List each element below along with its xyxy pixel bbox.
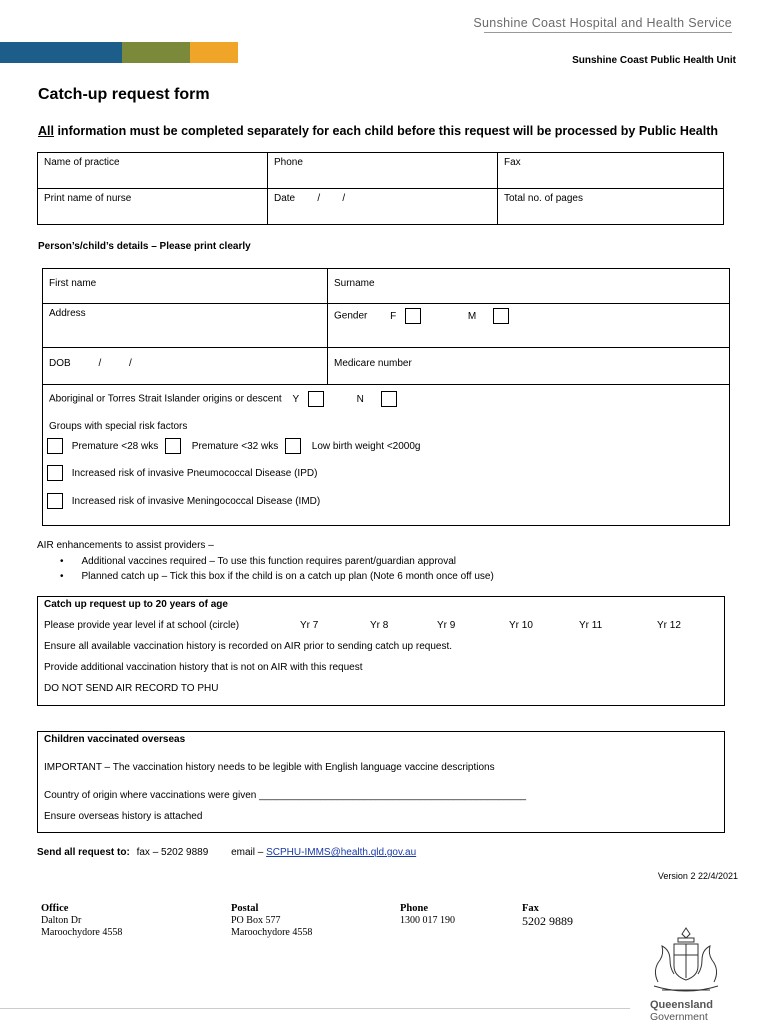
overseas-heading: Children vaccinated overseas: [44, 734, 186, 745]
send-fax: fax – 5202 9889: [136, 847, 209, 858]
low-birth-weight-checkbox[interactable]: [285, 438, 301, 454]
address-label: Address: [49, 308, 86, 319]
service-name: Sunshine Coast Hospital and Health Service: [473, 16, 732, 30]
gender-label: Gender: [334, 310, 368, 322]
footer-fax: [522, 903, 573, 929]
nurse-name-field[interactable]: [38, 189, 268, 225]
office-heading: Office: [41, 903, 69, 914]
air-bullet-2-text: Planned catch up – Tick this box if the child is on a catch up plan (Note 6 month once off use): [81, 571, 494, 582]
logo-text-government: Government: [650, 1011, 708, 1023]
country-of-origin-field[interactable]: Country of origin where vaccinations were given ________________________________________________: [44, 790, 527, 801]
header-rule: [484, 32, 732, 33]
premature-28-label: Premature <28 wks: [71, 440, 159, 452]
aboriginal-no-label: N: [356, 393, 364, 405]
postal-line-1: PO Box 577: [231, 915, 281, 926]
page-subtitle: [38, 124, 718, 138]
send-line: [37, 847, 416, 858]
gender-m-label: M: [467, 310, 477, 322]
fax-heading: Fax: [522, 903, 539, 914]
qld-government-logo: [640, 924, 732, 1024]
address-field[interactable]: [43, 304, 328, 348]
gender-field: [328, 304, 730, 348]
surname-field[interactable]: [328, 269, 730, 304]
low-birth-weight-label: Low birth weight <2000g: [311, 440, 421, 452]
year-11[interactable]: Yr 11: [579, 620, 603, 631]
practice-table: [37, 152, 724, 225]
risk-factors-cell: [43, 385, 730, 526]
phone-label: Phone: [274, 157, 303, 168]
child-details-table: [42, 268, 730, 526]
name-of-practice-label: Name of practice: [44, 157, 120, 168]
catchup-line-3: DO NOT SEND AIR RECORD TO PHU: [44, 683, 219, 694]
total-pages-field[interactable]: [498, 189, 724, 225]
postal-heading: Postal: [231, 903, 259, 914]
phone-field[interactable]: [268, 153, 498, 189]
subtitle-text: information must be completed separately for each child before this request will be processed by Public Health: [53, 124, 719, 138]
dob-label: DOB / /: [49, 358, 132, 369]
air-bullet-1-text: Additional vaccines required – To use this function requires parent/guardian approval: [81, 556, 457, 567]
office-line-2: Maroochydore 4558: [41, 927, 123, 938]
phone-heading: Phone: [400, 903, 429, 914]
office-line-1: Dalton Dr: [41, 915, 82, 926]
footer-rule: [0, 1008, 630, 1009]
phone-line-1: 1300 017 190: [400, 915, 455, 926]
first-name-label: First name: [49, 278, 97, 289]
aboriginal-yes-label: Y: [292, 393, 299, 405]
ipd-checkbox[interactable]: [47, 465, 63, 481]
year-7[interactable]: Yr 7: [300, 620, 319, 631]
premature-32-checkbox[interactable]: [165, 438, 181, 454]
overseas-important: IMPORTANT – The vaccination history needs to be legible with English language vaccine descriptions: [44, 762, 495, 773]
medicare-field[interactable]: [328, 348, 730, 385]
color-bar-orange: [190, 42, 238, 63]
ipd-label: Increased risk of invasive Pneumococcal Disease (IPD): [71, 467, 318, 479]
dob-field[interactable]: [43, 348, 328, 385]
gender-m-checkbox[interactable]: [493, 308, 509, 324]
send-label: Send all request to:: [37, 847, 130, 858]
premature-28-checkbox[interactable]: [47, 438, 63, 454]
medicare-label: Medicare number: [334, 358, 412, 369]
email-link[interactable]: SCPHU-IMMS@health.qld.gov.au: [266, 847, 417, 858]
surname-label: Surname: [334, 278, 375, 289]
year-level-label: Please provide year level if at school (circle): [44, 620, 240, 631]
air-bullet-2: • Planned catch up – Tick this box if the child is on a catch up plan (Note 6 month once off use): [60, 571, 494, 582]
imd-checkbox[interactable]: [47, 493, 63, 509]
year-9[interactable]: Yr 9: [437, 620, 456, 631]
send-email-prefix: email –: [231, 847, 264, 858]
page-title: Catch-up request form: [38, 86, 210, 103]
unit-name: Sunshine Coast Public Health Unit: [572, 55, 736, 66]
name-of-practice-field[interactable]: [38, 153, 268, 189]
fax-field[interactable]: [498, 153, 724, 189]
footer-phone: [400, 903, 455, 927]
gender-f-checkbox[interactable]: [405, 308, 421, 324]
postal-line-2: Maroochydore 4558: [231, 927, 313, 938]
year-8[interactable]: Yr 8: [370, 620, 389, 631]
footer-office: [41, 903, 122, 939]
total-pages-label: Total no. of pages: [504, 193, 583, 204]
aboriginal-yes-checkbox[interactable]: [308, 391, 324, 407]
air-heading: AIR enhancements to assist providers –: [37, 540, 214, 551]
fax-line-1: 5202 9889: [522, 914, 573, 928]
imd-label: Increased risk of invasive Meningococcal Disease (IMD): [71, 495, 321, 507]
premature-32-label: Premature <32 wks: [191, 440, 279, 452]
subtitle-all: All: [38, 124, 54, 138]
version-label: Version 2 22/4/2021: [657, 871, 738, 881]
date-label: Date / /: [274, 193, 346, 204]
aboriginal-label: Aboriginal or Torres Strait Islander origins or descent: [49, 393, 282, 405]
catchup-heading: Catch up request up to 20 years of age: [44, 599, 228, 610]
year-12[interactable]: Yr 12: [657, 620, 681, 631]
aboriginal-no-checkbox[interactable]: [381, 391, 397, 407]
catchup-line-2: Provide additional vaccination history that is not on AIR with this request: [44, 662, 363, 673]
color-bar-blue: [0, 42, 122, 63]
fax-label: Fax: [504, 157, 521, 168]
logo-text-queensland: Queensland: [650, 999, 713, 1011]
year-10[interactable]: Yr 10: [509, 620, 533, 631]
gender-f-label: F: [390, 310, 397, 322]
date-field[interactable]: [268, 189, 498, 225]
footer-postal: [231, 903, 312, 939]
child-details-heading: Person’s/child’s details – Please print clearly: [38, 241, 251, 252]
color-bar-green: [122, 42, 190, 63]
first-name-field[interactable]: [43, 269, 328, 304]
air-bullet-1: • Additional vaccines required – To use this function requires parent/guardian approval: [60, 556, 457, 567]
risk-groups-label: Groups with special risk factors: [49, 421, 188, 432]
coat-of-arms-icon: [640, 924, 732, 996]
nurse-name-label: Print name of nurse: [44, 193, 132, 204]
catchup-line-1: Ensure all available vaccination history is recorded on AIR prior to sending catch up request.: [44, 641, 453, 652]
overseas-ensure: Ensure overseas history is attached: [44, 811, 203, 822]
